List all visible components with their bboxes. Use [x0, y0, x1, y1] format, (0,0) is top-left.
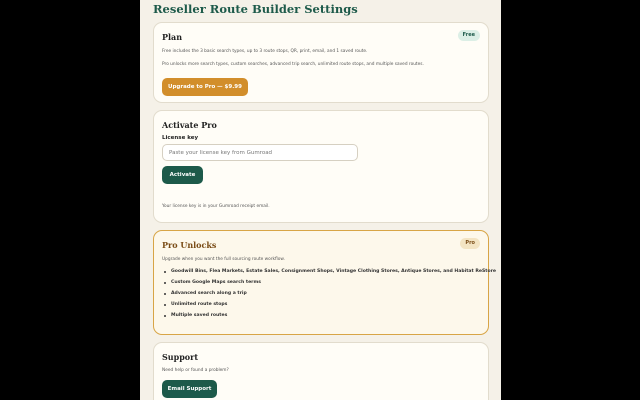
license-key-input[interactable] — [162, 144, 358, 161]
license-key-label: License key — [162, 135, 199, 141]
feature-list — [163, 268, 496, 323]
plan-card — [153, 22, 489, 103]
plan-title: Plan — [162, 32, 183, 42]
list-item: Unlimited route stops — [163, 301, 496, 312]
upgrade-button[interactable]: Upgrade to Pro — $9.99 — [162, 78, 248, 96]
list-item: Advanced search along a trip — [163, 290, 496, 301]
license-hint: Your license key is in your Gumroad receipt email. — [162, 204, 270, 209]
support-card — [153, 342, 489, 400]
plan-pro-description: Pro unlocks more search types, custom searches, advanced trip search, unlimited route stops, and multiple saved routes. — [162, 62, 424, 67]
pro-unlocks-description: Upgrade when you want the full sourcing route workflow. — [162, 257, 285, 262]
free-badge: Free — [458, 30, 480, 41]
support-description: Need help or found a problem? — [162, 368, 229, 373]
list-item: Multiple saved routes — [163, 312, 496, 323]
support-title: Support — [162, 352, 199, 362]
plan-description: Free includes the 3 basic search types, up to 3 route stops, QR, print, email, and 1 saved route. — [162, 49, 368, 54]
activate-title: Activate Pro — [162, 120, 217, 130]
list-item: Custom Google Maps search terms — [163, 279, 496, 290]
pro-unlocks-card — [153, 230, 497, 335]
list-item: Goodwill Bins, Flea Markets, Estate Sales, Consignment Shops, Vintage Clothing Stores, Antique Stores, and Habitat ReStore — [163, 268, 496, 279]
pro-unlocks-title: Pro Unlocks — [162, 240, 217, 250]
settings-page — [140, 0, 501, 400]
activate-button[interactable]: Activate — [162, 166, 203, 184]
page-title: Reseller Route Builder Settings — [153, 2, 358, 16]
activate-card — [153, 110, 489, 223]
email-support-button[interactable]: Email Support — [162, 380, 217, 398]
pro-badge: Pro — [460, 238, 480, 249]
